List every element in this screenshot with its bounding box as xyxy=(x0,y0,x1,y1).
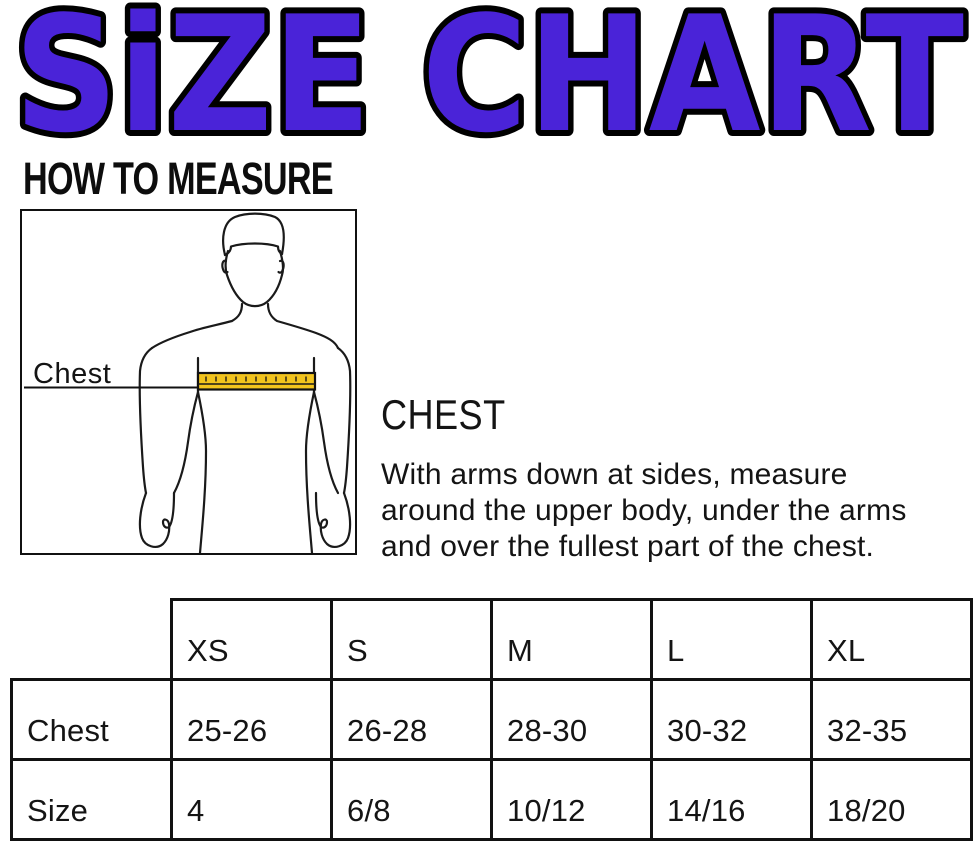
chest-row-label: Chest xyxy=(12,680,172,760)
chest-description-line: around the upper body, under the arms xyxy=(381,494,907,527)
left-shoulder xyxy=(152,304,242,348)
chest-description xyxy=(381,457,907,565)
size-column-header-m: M xyxy=(492,600,652,680)
right-hand xyxy=(316,493,350,547)
chest-description-line: and over the fullest part of the chest. xyxy=(381,530,875,563)
size-column-header-xl: XL xyxy=(812,600,972,680)
how-to-measure-heading: HOW TO MEASURE xyxy=(23,153,333,204)
hair-outline xyxy=(223,214,284,255)
right-arm-inner xyxy=(314,392,338,493)
right-ear xyxy=(279,261,284,273)
face-outline xyxy=(226,251,283,306)
chest-value-xs: 25-26 xyxy=(172,680,332,760)
chest-description-line: With arms down at sides, measure xyxy=(381,458,848,491)
torso-left xyxy=(198,392,206,553)
chest-value-l: 30-32 xyxy=(652,680,812,760)
chest-value-xl: 32-35 xyxy=(812,680,972,760)
size-value-m: 10/12 xyxy=(492,760,652,840)
size-table xyxy=(10,598,973,841)
left-arm-outer xyxy=(140,348,152,493)
chest-value-s: 26-28 xyxy=(332,680,492,760)
chest-pointer-label: Chest xyxy=(33,358,112,390)
chest-heading: CHEST xyxy=(381,391,506,438)
left-arm-inner xyxy=(174,392,198,493)
size-value-l: 14/16 xyxy=(652,760,812,840)
title-banner xyxy=(0,0,978,152)
size-column-header-l: L xyxy=(652,600,812,680)
size-row xyxy=(12,760,972,840)
measuring-tape-icon xyxy=(198,373,315,390)
measurement-figure-box xyxy=(20,209,357,555)
measurement-figure-illustration xyxy=(22,211,355,553)
torso-right xyxy=(306,392,314,553)
size-column-header-xs: XS xyxy=(172,600,332,680)
size-column-header-s: S xyxy=(332,600,492,680)
size-value-s: 6/8 xyxy=(332,760,492,840)
size-value-xs: 4 xyxy=(172,760,332,840)
blank-cell xyxy=(12,600,172,680)
right-shoulder xyxy=(268,304,338,348)
right-arm-outer xyxy=(338,348,350,493)
chest-value-m: 28-30 xyxy=(492,680,652,760)
hairline xyxy=(225,244,282,256)
size-table-header-row xyxy=(12,600,972,680)
left-hand xyxy=(140,493,174,547)
size-value-xl: 18/20 xyxy=(812,760,972,840)
chest-row xyxy=(12,680,972,760)
page-title: SiZE CHART xyxy=(14,0,964,152)
size-row-label: Size xyxy=(12,760,172,840)
